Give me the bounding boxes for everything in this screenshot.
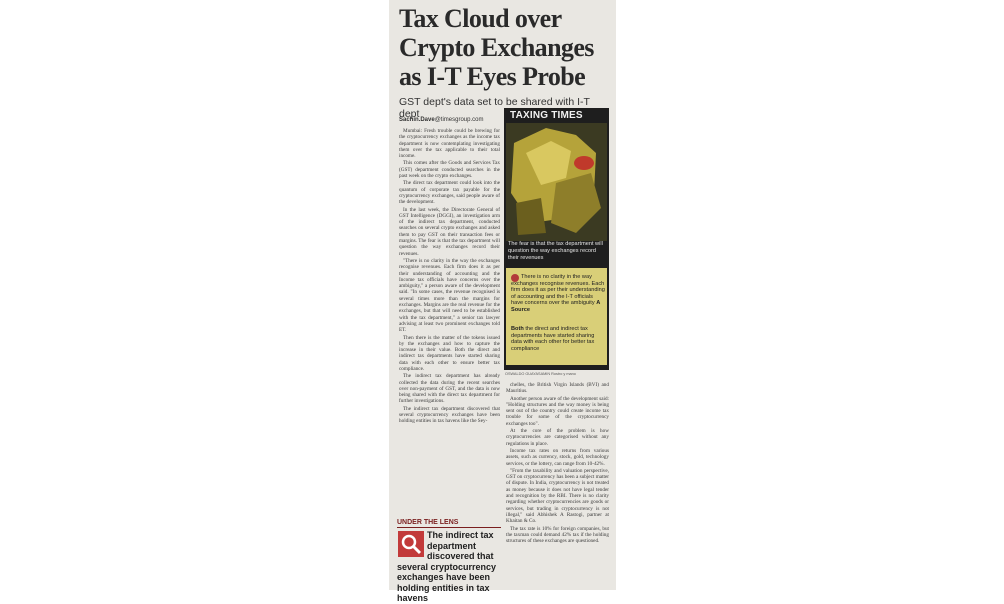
sidebar-title: TAXING TIMES (510, 110, 583, 121)
paragraph: "There is no clarity in the way the exchanges recognise revenues. Each firm does it as per their understanding of accounting and the Income tax officials have concerns over the ambiguity," a person aware of the development said. "In some cases, the revenue recognised is several times more than the margins for exchanges. Margins are the real revenue for the exchanges, but that will need to be established with the tax department," a senior tax lawyer advising at least two prominent exchanges told ET. (399, 257, 500, 334)
quote-one (511, 274, 605, 314)
article-left-column (399, 128, 500, 511)
paragraph: At the core of the problem is how cryptocurrencies are categorised without any regulations in place. (506, 428, 609, 447)
byline-author: Sachin.Dave (399, 117, 435, 123)
paragraph: The direct tax department could look into the quantum of corporate tax payable for the cryptocurrency exchanges, said people aware of the development. (399, 180, 500, 206)
taxing-times-sidebar (504, 108, 609, 370)
article-subhead: GST dept's data set to be shared with I-T dept (399, 96, 590, 120)
paragraph: Income tax rates on returns from various assets, such as currency, stock, gold, technology services, or the lottery, can range from 10-42%. (506, 447, 609, 467)
under-the-lens-label: UNDER THE LENS (397, 519, 459, 526)
quote-two-text: the direct and indirect tax departments have started sharing data with each other for better tax compliance (511, 326, 595, 352)
paragraph: The indirect tax department discovered that several cryptocurrency exchanges have been holding entities in tax havens like the Sey- (399, 405, 500, 425)
paragraph: The indirect tax department has already collected the data during the recent searches over non-payment of GST, and the data is now being shared with the direct tax department for further investigations. (399, 373, 500, 405)
article-right-column (506, 382, 609, 590)
quote-two-lead: Both (511, 326, 524, 332)
quote-box (506, 268, 607, 365)
paragraph: "From the taxability and valuation perspective, GST on cryptocurrency has been a subject matter of dispute. In India, cryptocurrency is not treated as money because it does not have legal tender and recognition by the RBI. There is no clarity regarding whether cryptocurrencies are goods or services, but trading in cryptocurrency is not illegal," said Abhishek A Rastogi, partner at Khaitan & Co. (506, 467, 609, 525)
artwork-illustration (506, 123, 607, 241)
sidebar-caption: The fear is that the tax department will question the way exchanges record their revenues (508, 241, 603, 261)
lens-quote: The indirect tax department discovered that several cryptocurrency exchanges have been holding entities in tax havens (397, 530, 497, 603)
under-the-lens-text (397, 530, 505, 604)
paragraph: This comes after the Goods and Services Tax (GST) department conducted searches in the past week on the crypto exchanges. (399, 160, 500, 180)
newspaper-clipping (389, 0, 616, 603)
byline (399, 117, 483, 123)
art-credit: OSWALDO GUAYASAMIN Rostro y mano (505, 372, 576, 376)
quote-two (511, 326, 605, 352)
paragraph: The tax rate is 10% for foreign companies, but the taxman could demand 42% tax if the holding structures of these exchanges are questioned. (506, 525, 609, 545)
byline-email: @timesgroup.com (434, 117, 484, 123)
quote-one-source: A Source (511, 300, 601, 313)
paragraph: Another person aware of the development said: "Holding structures and the way money is being sent out of the country could create income tax trouble for some of the cryptocurrency exchanges too". (506, 395, 609, 427)
paragraph: chelles, the British Virgin Islands (BVI) and Mauritius. (506, 382, 609, 395)
paragraph: In the last week, the Directorate General of GST Intelligence (DGGI), an investigation arm of the indirect tax department, conducted searches on several crypto exchanges and asked them to pay GST on their transaction fees or margins. The fear is that the tax department will question the way exchanges record their revenues. (399, 206, 500, 257)
article-headline: Tax Cloud over Crypto Exchanges as I-T Eyes Probe (399, 4, 594, 91)
divider (397, 527, 501, 528)
paragraph: Then there is the matter of the tokens issued by the exchanges and how to capture the increase in their value. Both the direct and indirect tax departments have started sharing data with each other to ensure better tax compliance. (399, 334, 500, 372)
quote-one-text: There is no clarity in the way exchanges recognise revenues. Each firm does it as per their understanding of accounting and the I-T officials have concerns over the ambiguity (511, 274, 605, 307)
paragraph: Mumbai: Fresh trouble could be brewing for the cryptocurrency exchanges as the income tax department is now contemplating investigating them over the tax applicable to their total income. (399, 128, 500, 160)
